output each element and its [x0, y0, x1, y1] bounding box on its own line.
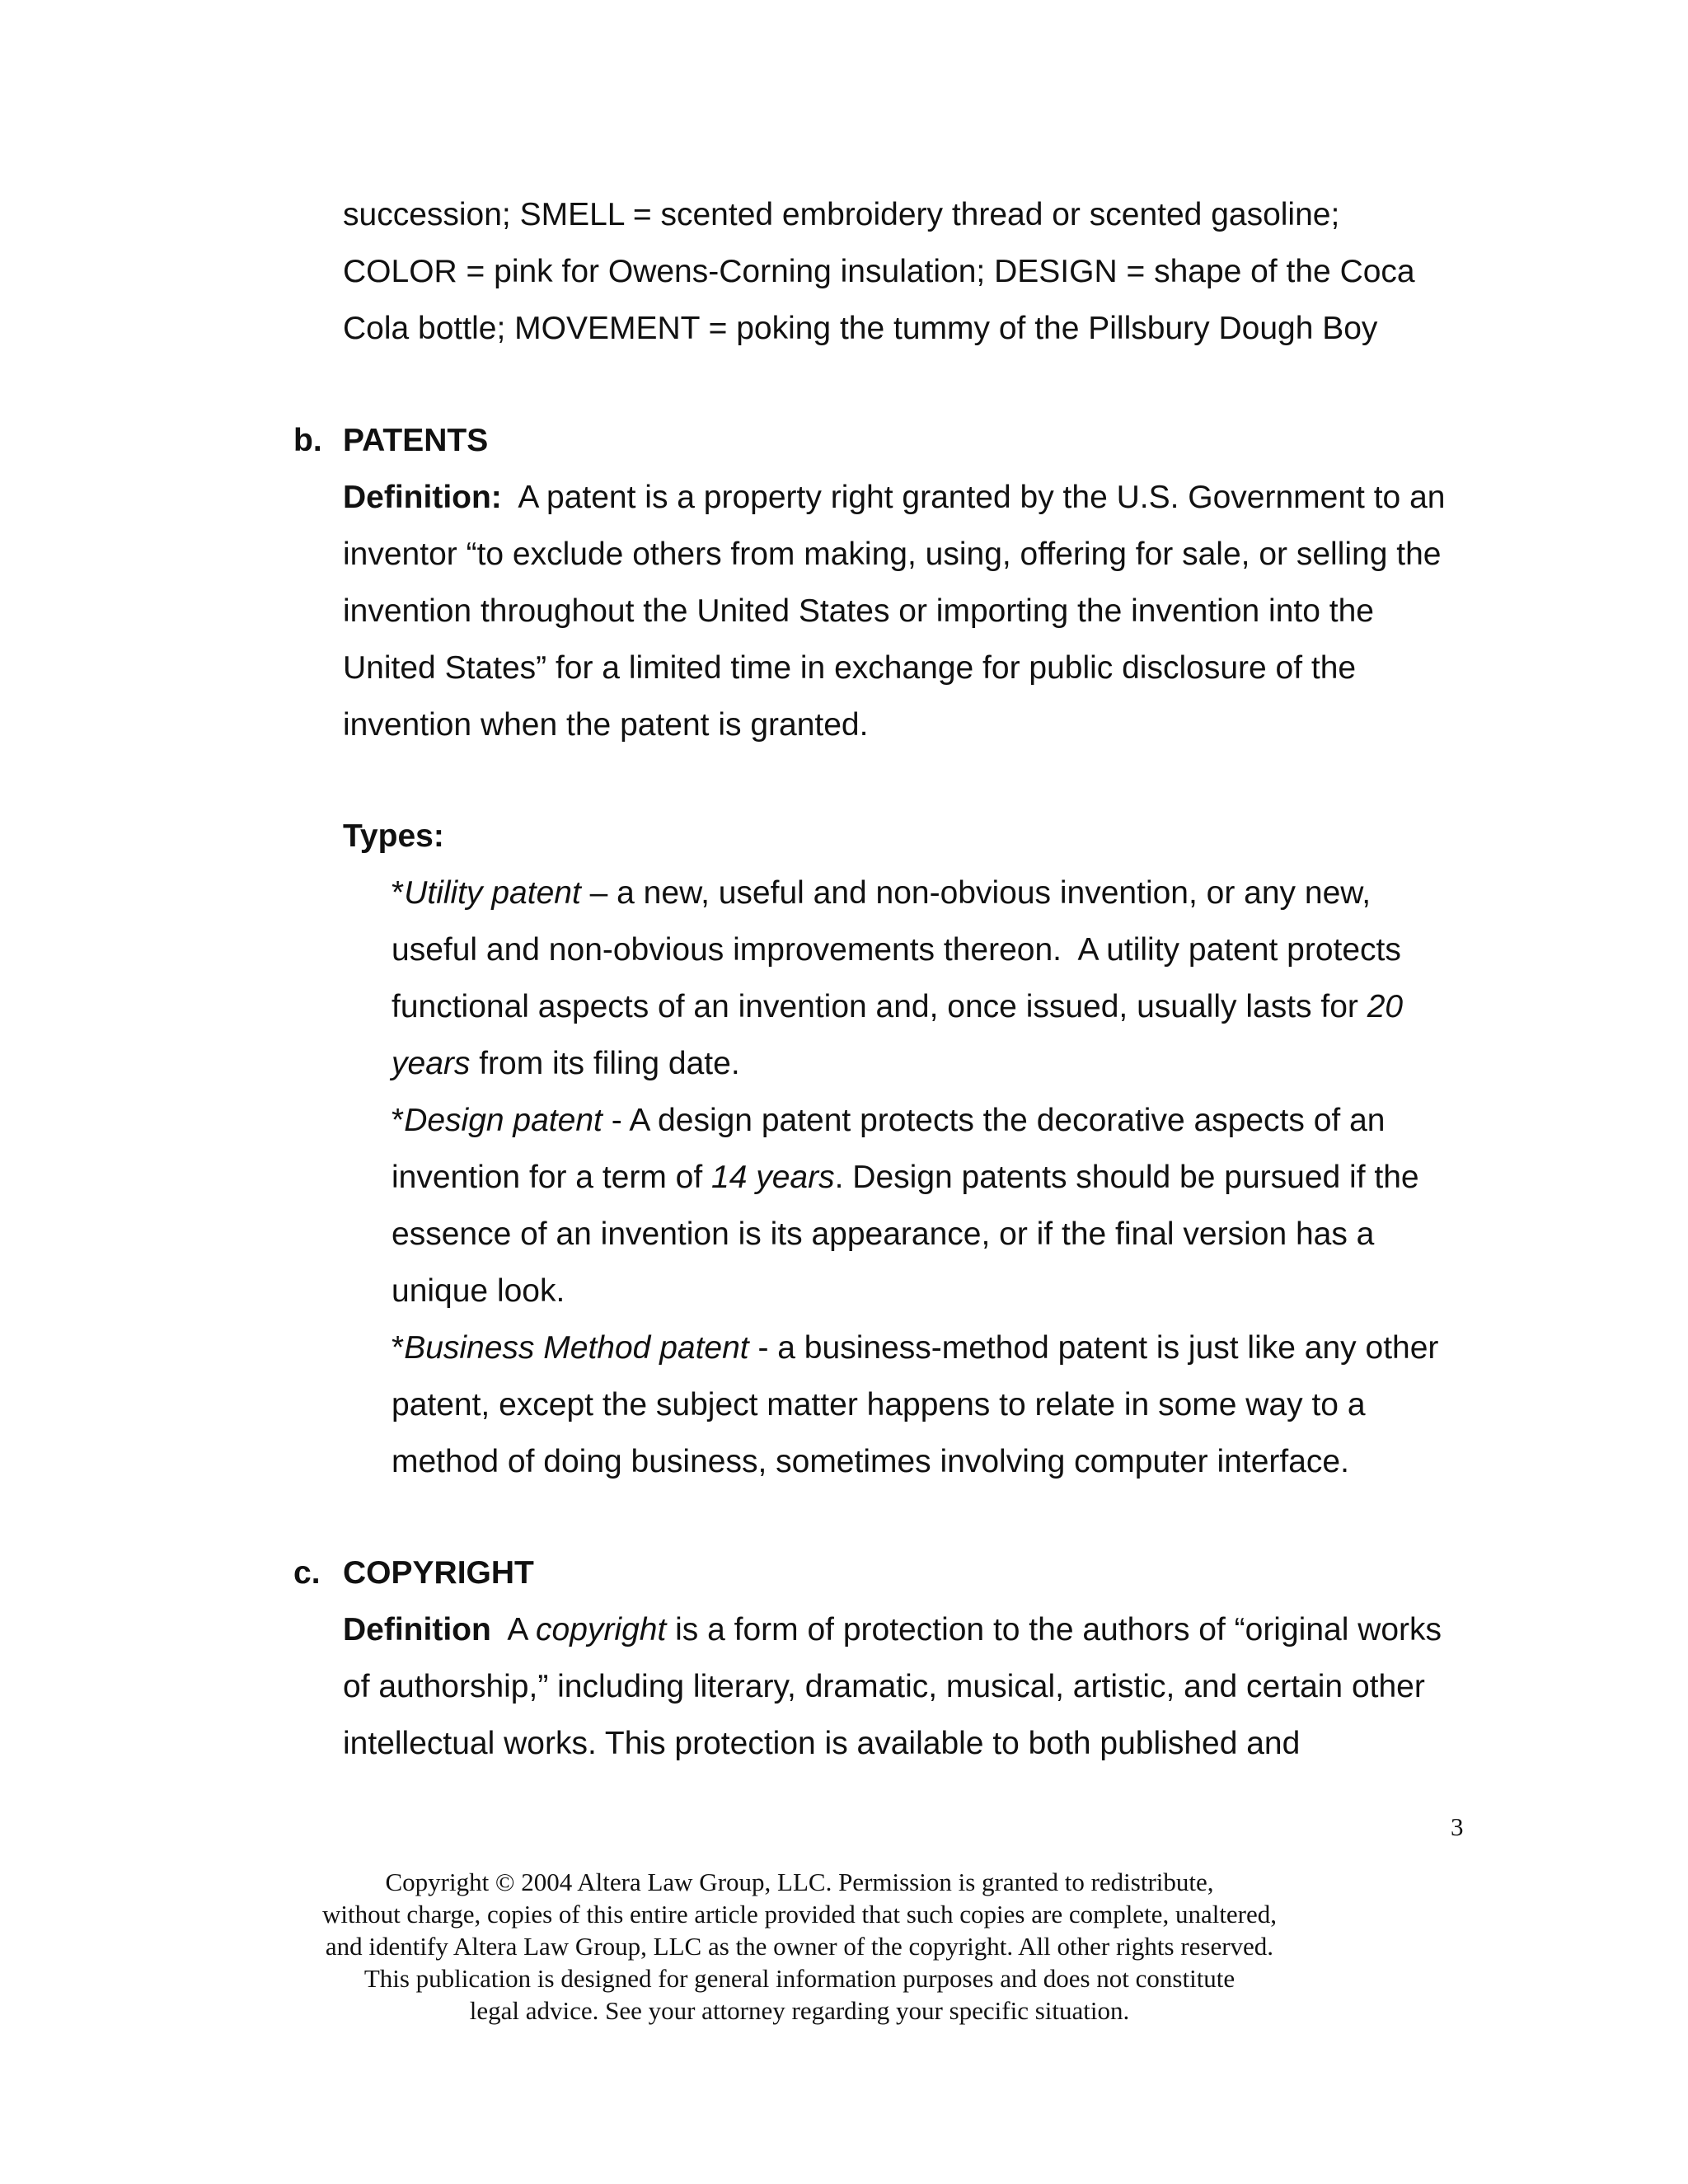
design-patent-text: invention for a term of	[392, 1160, 712, 1195]
definition-text: is a form of protection to the authors of “original works	[666, 1612, 1442, 1647]
business-method-patent-name: Business Method patent	[404, 1330, 749, 1366]
bullet-star: *	[392, 1330, 405, 1366]
intro-line: succession; SMELL = scented embroidery thread or scented gasoline;	[343, 197, 1340, 232]
design-patent-text: . Design patents should be pursued if the	[834, 1160, 1419, 1195]
definition-line	[343, 1601, 1442, 1658]
design-patent-line: essence of an invention is its appearance, or if the final version has a	[392, 1216, 1375, 1252]
definition-line: of authorship,” including literary, dramatic, musical, artistic, and certain other	[343, 1669, 1425, 1704]
design-patent-text: - A design patent protects the decorative aspects of an	[602, 1103, 1386, 1138]
footer-line: legal advice. See your attorney regarding your specific situation.	[469, 1996, 1130, 2025]
definition-line: inventor “to exclude others from making, using, offering for sale, or selling the	[343, 537, 1442, 572]
utility-patent-text: from its filing date.	[470, 1046, 740, 1081]
design-patent-line: unique look.	[392, 1273, 565, 1309]
definition-line: invention throughout the United States or importing the invention into the	[343, 593, 1374, 629]
business-method-patent-text: - a business-method patent is just like any other	[748, 1330, 1439, 1366]
footer-line: without charge, copies of this entire article provided that such copies are complete, unaltered,	[321, 1900, 1278, 1929]
design-patent-line	[392, 1149, 1419, 1206]
utility-patent-text: functional aspects of an invention and, once issued, usually lasts for	[392, 989, 1367, 1024]
types-label: Types:	[343, 818, 444, 854]
utility-patent-line: useful and non-obvious improvements thereon. A utility patent protects	[392, 932, 1401, 968]
definition-line	[343, 469, 1445, 526]
intro-line: COLOR = pink for Owens-Corning insulation; DESIGN = shape of the Coca	[343, 254, 1415, 289]
page-number: 3	[1451, 1812, 1464, 1841]
business-method-patent-item	[392, 1319, 1438, 1376]
definition-text: A	[490, 1612, 537, 1647]
design-patent-term: 14 years	[711, 1160, 835, 1195]
definition-line: intellectual works. This protection is available to both published and	[343, 1726, 1301, 1761]
definition-label: Definition:	[343, 480, 502, 515]
business-method-patent-line: patent, except the subject matter happens to relate in some way to a	[392, 1387, 1366, 1422]
definition-text: A patent is a property right granted by the U.S. Government to an	[501, 480, 1446, 515]
definition-line: United States” for a limited time in exchange for public disclosure of the	[343, 650, 1357, 686]
utility-patent-term: years	[392, 1046, 471, 1081]
definition-term: copyright	[536, 1612, 667, 1647]
definition-line: invention when the patent is granted.	[343, 707, 869, 743]
utility-patent-line	[392, 978, 1403, 1035]
footer-notice	[0, 1866, 1599, 2027]
definition-label: Definition	[343, 1612, 491, 1647]
bullet-star: *	[392, 875, 405, 911]
section-marker: b.	[293, 423, 322, 458]
intro-line: Cola bottle; MOVEMENT = poking the tummy of the Pillsbury Dough Boy	[343, 311, 1378, 346]
footer-line: Copyright © 2004 Altera Law Group, LLC. Permission is granted to redistribute,	[385, 1868, 1214, 1896]
business-method-patent-line: method of doing business, sometimes involving computer interface.	[392, 1444, 1349, 1479]
design-patent-item	[392, 1092, 1385, 1149]
footer-line: This publication is designed for general information purposes and does not constitute	[363, 1964, 1236, 1993]
section-heading: PATENTS	[343, 423, 489, 458]
bullet-star: *	[392, 1103, 405, 1138]
utility-patent-term: 20	[1367, 989, 1404, 1024]
design-patent-name: Design patent	[404, 1103, 603, 1138]
section-heading: COPYRIGHT	[343, 1555, 534, 1591]
footer-line: and identify Altera Law Group, LLC as the owner of the copyright. All other rights reserved.	[325, 1932, 1274, 1961]
utility-patent-item	[392, 865, 1371, 921]
utility-patent-line	[392, 1035, 740, 1092]
utility-patent-name: Utility patent	[404, 875, 581, 911]
utility-patent-text: – a new, useful and non-obvious invention, or any new,	[580, 875, 1372, 911]
section-marker: c.	[293, 1555, 321, 1591]
